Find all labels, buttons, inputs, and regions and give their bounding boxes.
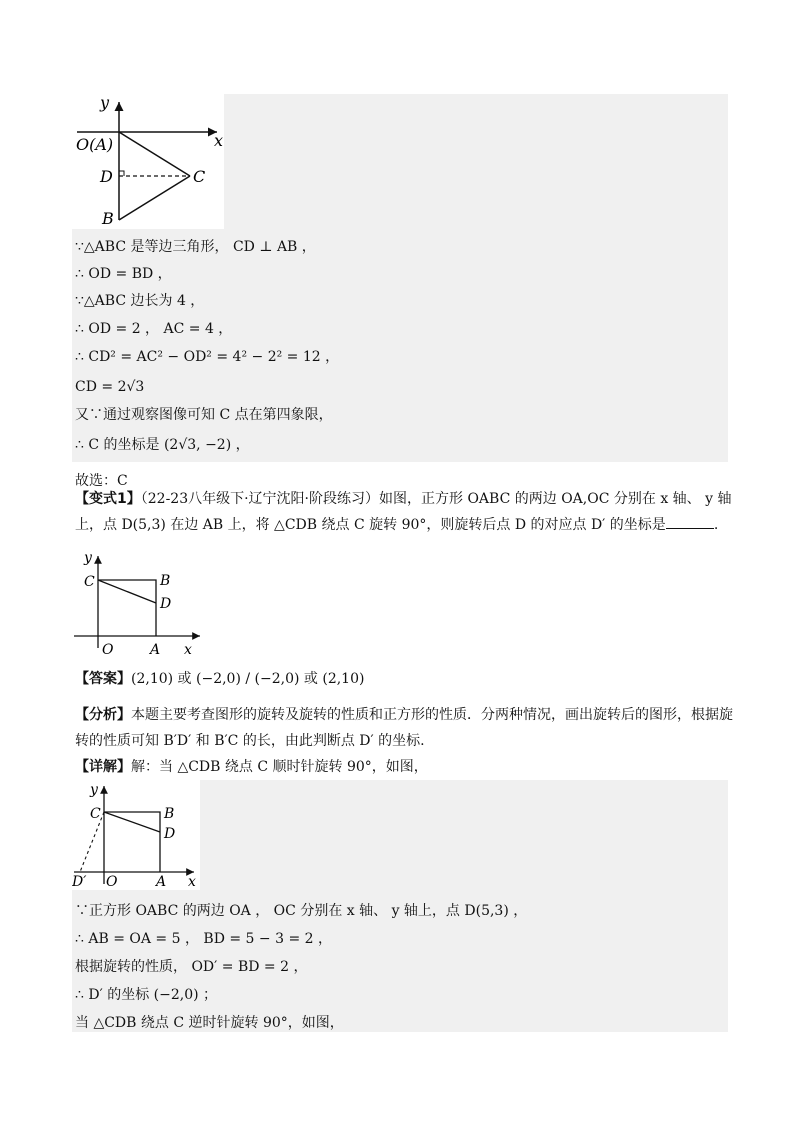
solution-line-3: ∵△ABC 边长为 4 ， bbox=[75, 293, 205, 309]
fig3-a-label: A bbox=[156, 874, 167, 890]
answer-text: (2,10) 或 (−2,0) / (−2,0) 或 (2,10) bbox=[131, 671, 365, 687]
fig1-y-label: y bbox=[100, 94, 110, 112]
fig3-y-label: y bbox=[90, 782, 98, 798]
analysis-text: 本题主要考查图形的旋转及旋转的性质和正方形的性质．分两种情况，画出旋转后的图形，根据旋转的性质可知 B′D′ 和 B′C 的长，由此判断点 D′ 的坐标. bbox=[75, 707, 733, 749]
detail-tag: 【详解】 bbox=[75, 759, 131, 775]
fig1-origin-label: O(A) bbox=[76, 135, 114, 154]
detail-line bbox=[75, 756, 740, 778]
solution-line-7: 又∵通过观察图像可知 C 点在第四象限， bbox=[75, 407, 333, 423]
variant-end: . bbox=[713, 517, 719, 533]
fig2-d-label: D bbox=[160, 596, 172, 612]
fig3-dprime-label: D′ bbox=[72, 874, 87, 890]
solution2-line-1: ∵正方形 OABC 的两边 OA ， OC 分别在 x 轴、 y 轴上，点 D(5,3) ， bbox=[75, 903, 528, 919]
solution2-line-2: ∴ AB = OA = 5 ， BD = 5 − 3 = 2 ， bbox=[75, 931, 332, 947]
solution-line-4: ∴ OD = 2 ， AC = 4 ， bbox=[75, 321, 233, 337]
fig3-x-label: x bbox=[188, 874, 196, 890]
solution-line-1: ∵△ABC 是等边三角形， CD ⊥ AB ， bbox=[75, 239, 316, 255]
fig2-o-label: O bbox=[102, 642, 114, 658]
solution2-line-4: ∴ D′ 的坐标 (−2,0) ； bbox=[75, 987, 218, 1003]
fig3-c-label: C bbox=[90, 806, 101, 822]
detail-text: 解：当 △CDB 绕点 C 顺时针旋转 90°，如图， bbox=[131, 759, 428, 775]
variant-tag: 【变式1】 bbox=[75, 491, 141, 507]
answer-line bbox=[75, 668, 740, 690]
fig2-a-label: A bbox=[150, 642, 161, 658]
answer-choice: 故选：C bbox=[75, 473, 128, 489]
fig3-o-label: O bbox=[106, 874, 118, 890]
figure-square bbox=[72, 548, 207, 658]
fig2-b-label: B bbox=[160, 573, 171, 589]
solution-line-5: ∴ CD² = AC² − OD² = 4² − 2² = 12 ， bbox=[75, 349, 340, 365]
variant-problem bbox=[75, 486, 740, 538]
fig2-x-label: x bbox=[184, 642, 192, 658]
answer-tag: 【答案】 bbox=[75, 671, 131, 687]
fig1-d-label: D bbox=[100, 167, 113, 186]
fig1-b-label: B bbox=[102, 209, 114, 228]
answer-blank bbox=[666, 514, 714, 529]
fig1-x-label: x bbox=[214, 131, 224, 150]
variant-text: （22-23八年级下·辽宁沈阳·阶段练习）如图，正方形 OABC 的两边 OA,OC 分别在 x 轴、 y 轴上，点 D(5,3) 在边 AB 上，将 △CDB 绕点 C 旋转 90°，则旋转后点 D 的对应点 D′ 的坐标是 bbox=[75, 491, 732, 533]
fig3-b-label: B bbox=[164, 806, 175, 822]
analysis-tag: 【分析】 bbox=[75, 707, 131, 723]
solution-line-2: ∴ OD = BD ， bbox=[75, 266, 172, 282]
solution-line-8: ∴ C 的坐标是 (2√3, −2) ， bbox=[75, 437, 250, 453]
figure-rotation bbox=[72, 780, 200, 890]
solution2-line-3: 根据旋转的性质， OD′ = BD = 2 ， bbox=[75, 959, 308, 975]
fig3-d-label: D bbox=[164, 826, 176, 842]
fig2-y-label: y bbox=[84, 550, 92, 566]
figure-triangle bbox=[72, 94, 224, 229]
solution-line-6: CD = 2√3 bbox=[75, 379, 145, 395]
analysis-paragraph bbox=[75, 702, 740, 754]
fig1-c-label: C bbox=[193, 167, 206, 186]
fig2-c-label: C bbox=[84, 574, 95, 590]
solution2-line-5: 当 △CDB 绕点 C 逆时针旋转 90°，如图， bbox=[75, 1015, 344, 1031]
